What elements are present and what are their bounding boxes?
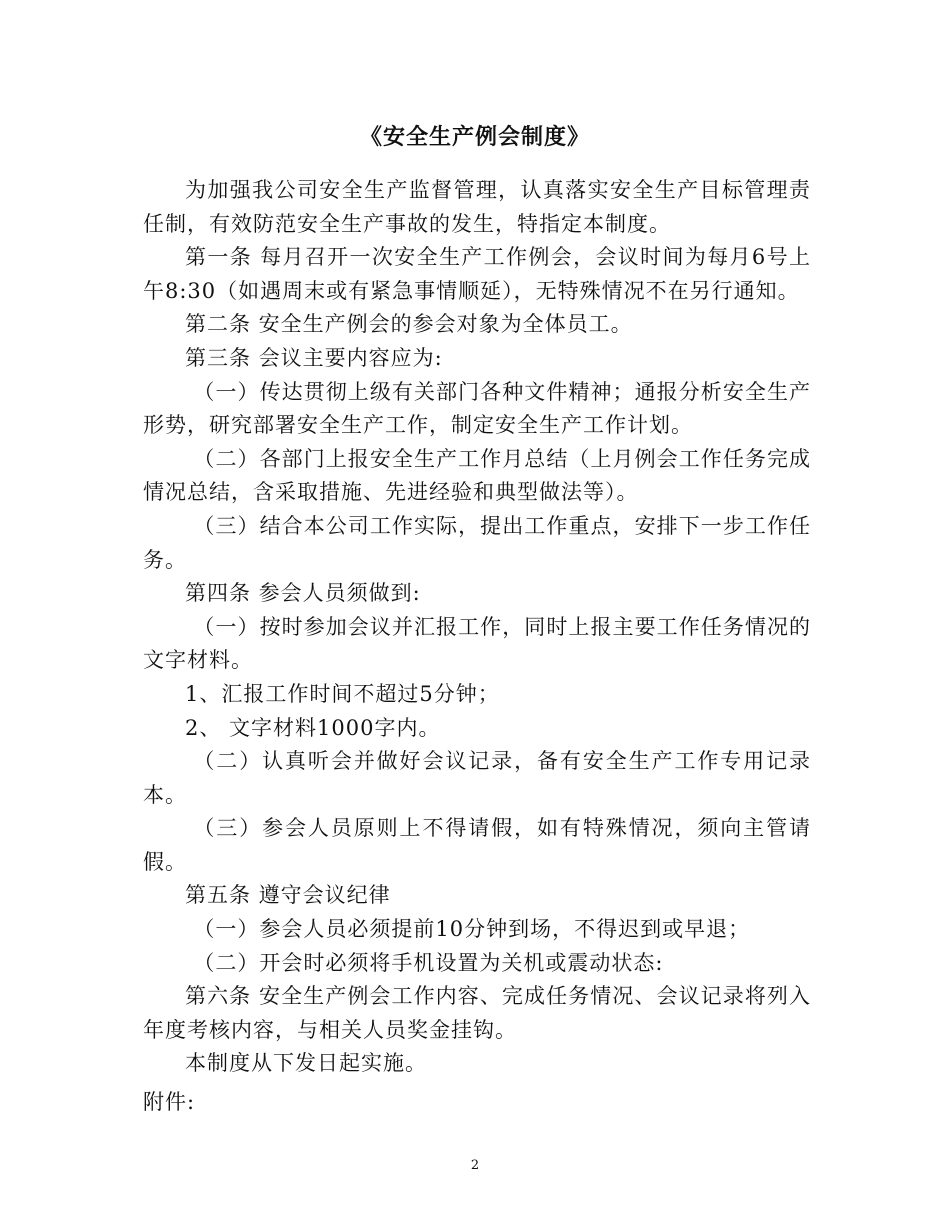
article-4-subitem-2: 2、 文字材料1000字内。 <box>185 715 441 740</box>
article-3-item-2: （二）各部门上报安全生产工作月总结（上月例会工作任务完成情况总结，含采取措施、先进经验和典型做法等）。 <box>143 446 811 505</box>
article-6-paragraph: 第六条 安全生产例会工作内容、完成任务情况、会议记录将列入年度考核内容，与相关人员奖金挂钩。 <box>143 984 811 1042</box>
article-4-item-2: （二）认真听会并做好会议记录，备有安全生产工作专用记录本。 <box>143 749 811 807</box>
article-5-item-1: （一）参会人员必须提前10分钟到场，不得迟到或早退； <box>193 917 751 942</box>
article-4-heading: 第四条 参会人员须做到: <box>185 581 421 606</box>
article-2-paragraph: 第二条 安全生产例会的参会对象为全体员工。 <box>185 312 633 337</box>
document-body <box>143 174 811 1081</box>
article-4-subitem-1: 1、汇报工作时间不超过5分钟； <box>185 681 500 706</box>
article-5-heading: 第五条 遵守会议纪律 <box>185 883 391 908</box>
intro-paragraph: 为加强我公司安全生产监督管理，认真落实安全生产目标管理责任制，有效防范安全生产事故的发生，特指定本制度。 <box>143 178 811 236</box>
article-3-item-1: （一）传达贯彻上级有关部门各种文件精神；通报分析安全生产形势，研究部署安全生产工作，制定安全生产工作计划。 <box>143 379 811 438</box>
article-4-item-3: （三）参会人员原则上不得请假，如有特殊情况，须向主管请假。 <box>143 816 811 874</box>
attachment-label: 附件: <box>143 1090 196 1114</box>
article-1-paragraph: 第一条 每月召开一次安全生产工作例会，会议时间为每月6号上午8:30（如遇周末或有紧急事情顺延），无特殊情况不在另行通知。 <box>143 245 811 303</box>
article-3-heading: 第三条 会议主要内容应为: <box>185 345 443 370</box>
article-3-item-3: （三）结合本公司工作实际，提出工作重点，安排下一步工作任务。 <box>143 513 811 572</box>
article-4-item-1: （一）按时参加会议并汇报工作，同时上报主要工作任务情况的文字材料。 <box>143 614 811 673</box>
page-number: 2 <box>470 1158 480 1173</box>
document-title: 《安全生产例会制度》 <box>359 124 590 150</box>
article-5-item-2: （二）开会时必须将手机设置为关机或震动状态: <box>193 950 664 975</box>
effective-date-paragraph: 本制度从下发日起实施。 <box>185 1051 427 1076</box>
